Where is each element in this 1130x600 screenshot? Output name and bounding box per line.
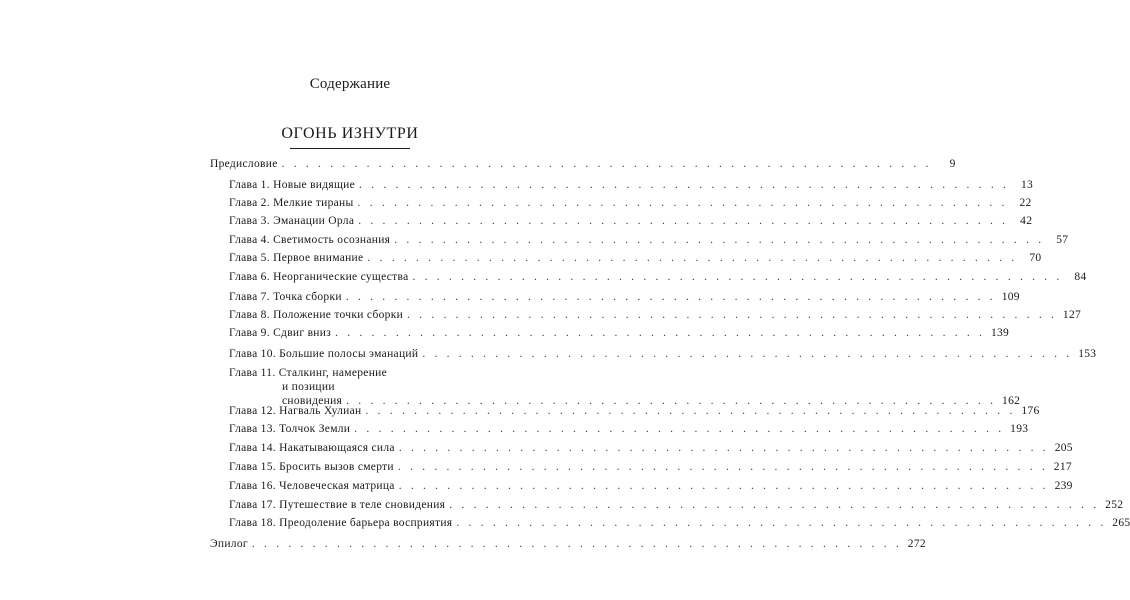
toc-entry-chapter-9[interactable]	[229, 326, 1010, 340]
toc-entry-label-line2: и позиции сновидения	[282, 381, 343, 407]
toc-entry-chapter-2[interactable]	[229, 196, 1032, 210]
toc-entry-label: Глава 8. Положение точки сборки	[229, 309, 404, 321]
toc-entry-chapter-6[interactable]	[229, 270, 1087, 284]
toc-entry-chapter-14[interactable]	[229, 441, 1073, 455]
dot-leader: . . . . . . . . . . . . . . . . . . . . . . . . . . . . . . . . . . . . . . . . . . . . . . . . . . . . . .	[365, 405, 1016, 417]
toc-entry-page: 139	[990, 327, 1010, 339]
dot-leader: . . . . . . . . . . . . . . . . . . . . . . . . . . . . . . . . . . . . . . . . . . . . . . . . . . . . . .	[346, 395, 997, 407]
toc-entry-chapter-11[interactable]	[229, 366, 1021, 408]
toc-entry-page: 13	[1020, 179, 1034, 191]
dot-leader: . . . . . . . . . . . . . . . . . . . . . . . . . . . . . . . . . . . . . . . . . . . . . . . . . . . . . .	[398, 480, 1049, 492]
title-underline	[290, 148, 410, 149]
toc-entry-page: 176	[1021, 405, 1040, 417]
toc-entry-chapter-7[interactable]	[229, 290, 1020, 304]
toc-entry-chapter-1[interactable]	[229, 178, 1034, 192]
toc-entry-label-line1: Глава 11. Сталкинг, намерение	[229, 367, 388, 379]
dot-leader: . . . . . . . . . . . . . . . . . . . . . . . . . . . . . . . . . . . . . . . . . . . . . . . . . . . . . .	[281, 158, 932, 170]
book-title: ОГОНЬ ИЗНУТРИ	[281, 125, 419, 142]
dot-leader: . . . . . . . . . . . . . . . . . . . . . . . . . . . . . . . . . . . . . . . . . . . . . . . . . . . . . .	[394, 234, 1045, 246]
toc-entry-page: 70	[1029, 252, 1042, 264]
toc-entry-chapter-10[interactable]	[229, 347, 1097, 361]
toc-entry-label: Глава 5. Первое внимание	[229, 252, 364, 264]
toc-entry-chapter-5[interactable]	[229, 251, 1042, 265]
toc-entry-page: 265	[1112, 517, 1130, 529]
toc-entry-chapter-17[interactable]	[229, 498, 1124, 512]
dot-leader: . . . . . . . . . . . . . . . . . . . . . . . . . . . . . . . . . . . . . . . . . . . . . . . . . . . . . .	[398, 442, 1049, 454]
toc-entry-label: Глава 3. Эманации Орла	[229, 215, 355, 227]
toc-entry-label: Глава 14. Накатывающаяся сила	[229, 442, 395, 454]
toc-entry-label: Глава 17. Путешествие в теле сновидения	[229, 499, 446, 511]
toc-entry-page: 84	[1074, 271, 1087, 283]
toc-entry-chapter-8[interactable]	[229, 308, 1082, 322]
toc-entry-label: Глава 10. Большие полосы эманаций	[229, 348, 419, 360]
dot-leader: . . . . . . . . . . . . . . . . . . . . . . . . . . . . . . . . . . . . . . . . . . . . . . . . . . . . . .	[335, 327, 986, 339]
toc-entry-label: Глава 15. Бросить вызов смерти	[229, 461, 394, 473]
toc-entry-label: Глава 12. Нагваль Хулиан	[229, 405, 362, 417]
dot-leader: . . . . . . . . . . . . . . . . . . . . . . . . . . . . . . . . . . . . . . . . . . . . . . . . . . . . . .	[251, 538, 902, 550]
toc-entry-page: 153	[1078, 348, 1097, 360]
toc-entry-label: Глава 7. Точка сборки	[229, 291, 342, 303]
toc-entry-label: Глава 4. Светимость осознания	[229, 234, 391, 246]
toc-entry-chapter-18[interactable]	[229, 516, 1130, 530]
toc-entry-label: Глава 6. Неорганические существа	[229, 271, 409, 283]
toc-entry-page: 109	[1001, 291, 1020, 303]
toc-entry-label: Глава 13. Толчок Земли	[229, 423, 351, 435]
toc-entry-page: 217	[1053, 461, 1072, 473]
toc-entry-chapter-13[interactable]	[229, 422, 1029, 436]
dot-leader: . . . . . . . . . . . . . . . . . . . . . . . . . . . . . . . . . . . . . . . . . . . . . . . . . . . . . .	[412, 271, 1063, 283]
dot-leader: . . . . . . . . . . . . . . . . . . . . . . . . . . . . . . . . . . . . . . . . . . . . . . . . . . . . . .	[456, 517, 1107, 529]
toc-entry-page: 162	[1002, 395, 1021, 407]
toc-entry-page: 42	[1020, 215, 1033, 227]
dot-leader: . . . . . . . . . . . . . . . . . . . . . . . . . . . . . . . . . . . . . . . . . . . . . . . . . . . . . .	[397, 461, 1048, 473]
toc-entry-epilogue[interactable]	[210, 537, 926, 551]
toc-entry-chapter-12[interactable]	[229, 404, 1040, 418]
toc-entry-page: 127	[1062, 309, 1082, 321]
toc-entry-page: 9	[949, 158, 956, 170]
dot-leader: . . . . . . . . . . . . . . . . . . . . . . . . . . . . . . . . . . . . . . . . . . . . . . . . . . . . . .	[422, 348, 1073, 360]
contents-heading: Содержание	[309, 76, 391, 92]
toc-entry-page: 252	[1105, 499, 1124, 511]
toc-entry-label: Эпилог	[210, 538, 248, 550]
toc-entry-preface[interactable]	[210, 157, 956, 171]
dot-leader: . . . . . . . . . . . . . . . . . . . . . . . . . . . . . . . . . . . . . . . . . . . . . . . . . . . . . .	[345, 291, 996, 303]
toc-entry-page: 57	[1056, 234, 1069, 246]
toc-entry-chapter-3[interactable]	[229, 214, 1033, 228]
toc-entry-page: 272	[907, 538, 926, 550]
dot-leader: . . . . . . . . . . . . . . . . . . . . . . . . . . . . . . . . . . . . . . . . . . . . . . . . . . . . . .	[354, 423, 1005, 435]
toc-entry-label: Предисловие	[210, 158, 278, 170]
dot-leader: . . . . . . . . . . . . . . . . . . . . . . . . . . . . . . . . . . . . . . . . . . . . . . . . . . . . . .	[358, 215, 1009, 227]
toc-entry-page: 22	[1019, 197, 1032, 209]
toc-entry-chapter-16[interactable]	[229, 479, 1073, 493]
toc-entry-chapter-4[interactable]	[229, 233, 1069, 247]
toc-entry-label: Глава 2. Мелкие тираны	[229, 197, 354, 209]
toc-entry-chapter-15[interactable]	[229, 460, 1072, 474]
dot-leader: . . . . . . . . . . . . . . . . . . . . . . . . . . . . . . . . . . . . . . . . . . . . . . . . . . . . . .	[407, 309, 1058, 321]
dot-leader: . . . . . . . . . . . . . . . . . . . . . . . . . . . . . . . . . . . . . . . . . . . . . . . . . . . . . .	[449, 499, 1100, 511]
toc-entry-page: 239	[1054, 480, 1073, 492]
toc-entry-page: 205	[1054, 442, 1073, 454]
toc-entry-label: Глава 9. Сдвиг вниз	[229, 327, 332, 339]
toc-entry-page: 193	[1010, 423, 1029, 435]
toc-entry-label: Глава 18. Преодоление барьера восприятия	[229, 517, 453, 529]
toc-entry-label: Глава 16. Человеческая матрица	[229, 480, 395, 492]
dot-leader: . . . . . . . . . . . . . . . . . . . . . . . . . . . . . . . . . . . . . . . . . . . . . . . . . . . . . .	[359, 179, 1010, 191]
dot-leader: . . . . . . . . . . . . . . . . . . . . . . . . . . . . . . . . . . . . . . . . . . . . . . . . . . . . . .	[357, 197, 1008, 209]
dot-leader: . . . . . . . . . . . . . . . . . . . . . . . . . . . . . . . . . . . . . . . . . . . . . . . . . . . . . .	[367, 252, 1018, 264]
toc-entry-label: Глава 1. Новые видящие	[229, 179, 356, 191]
